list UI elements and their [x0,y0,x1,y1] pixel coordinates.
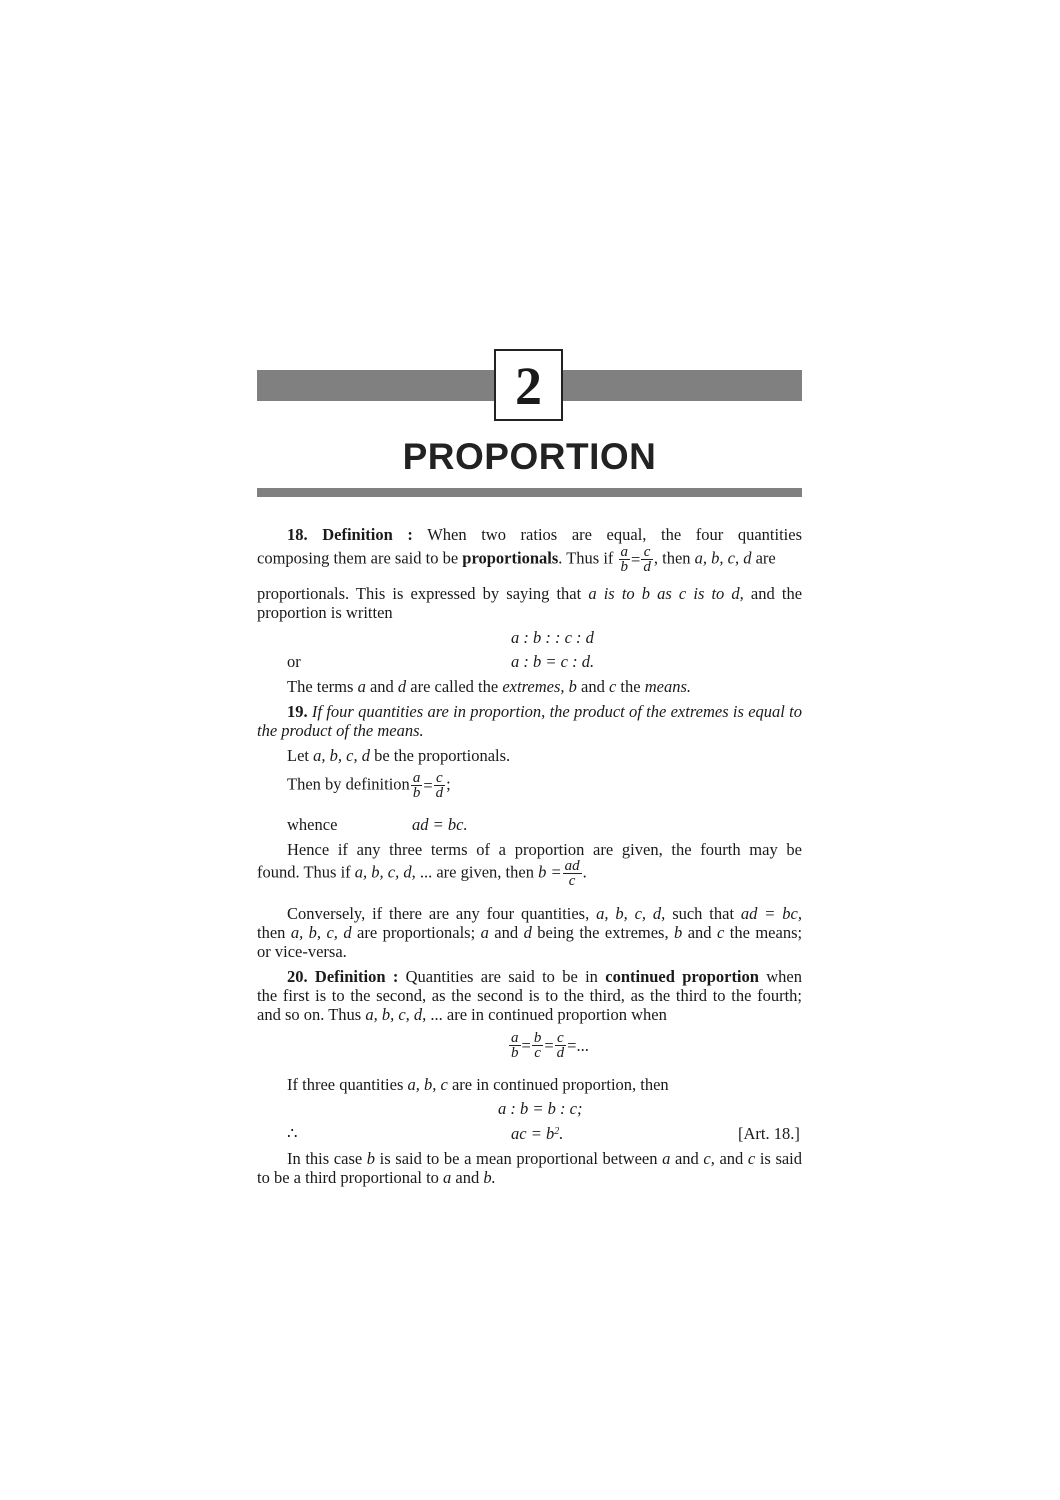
art19-conversely-line1: Conversely, if there are any four quantities, a, b, c, d, such that ad = bc, [287,904,802,923]
art18-line4: proportion is written [257,603,393,622]
whence-label: whence [287,815,338,834]
art19-hence-line1: Hence if any three terms of a proportion are given, the fourth may be [287,840,802,859]
proportionals-term: proportionals [462,548,559,568]
chapter-number-box [494,349,563,421]
chapter-divider-bar [257,488,802,497]
formula-ratio-equality: a : b = c : d. [511,652,595,671]
art20-line2: the first is to the second, as the second is to the third, as the third to the fourth; [257,986,802,1005]
or-label: or [287,652,301,671]
fraction-c-over-d: $\frac{c}{d}$ [435,770,444,801]
art19-hence-line2: found. Thus if a, b, c, d, ... are given, then b = $\frac{ad}{c}$ . [257,858,587,889]
art19-then-line: Then by definition $\frac{a}{b}$ = $\frac{c}{d}$ ; [287,770,451,801]
art19-conversely-line2: then a, b, c, d are proportionals; a and d being the extremes, b and c the means; [257,923,803,942]
extremes-means-line: The terms a and d are called the extremes, b and c the means. [287,677,691,696]
fraction-c-over-d: $\frac{c}{d}$ [643,544,651,575]
art18-line1: 18. Definition : When two ratios are equal, the four quantities [287,525,803,544]
continued-proportion-formula: $\frac{a}{b}$ = $\frac{b}{c}$ = $\frac{c}{d}$ =... [511,1030,589,1061]
fraction-c-over-d: $\frac{c}{d}$ [556,1030,565,1061]
fraction-a-over-b: $\frac{a}{b}$ [620,544,629,575]
mean-proportional-equation: ac = $b^2$. [511,1124,564,1143]
fraction-ad-over-c: $\frac{ad}{c}$ [564,858,580,889]
fraction-a-over-b: $\frac{a}{b}$ [511,1030,519,1061]
art19-conversely-line3: or vice-versa. [257,942,347,961]
fraction-b-over-c: $\frac{b}{c}$ [533,1030,542,1061]
art18-line2: composing them are said to be proportionals. Thus if $\frac{a}{b}$ = $\frac{c}{d}$ , then a, b, c, d are [257,544,776,575]
therefore-icon: ∴ [287,1124,298,1143]
art20-line1: 20. Definition : Quantities are said to be in continued proportion when [287,967,803,986]
art20-heading: 20. Definition : [287,967,399,986]
continued-proportion-term: continued proportion [605,967,759,986]
art18-heading: 18. Definition : [287,525,413,544]
art19-statement-line2: the product of the means. [257,721,424,740]
art19-statement-line1: 19. If four quantities are in proportion, the product of the extremes is equal to [287,702,803,721]
art20-line3: and so on. Thus a, b, c, d, ... are in continued proportion when [257,1005,667,1024]
formula-proportion: a : b : : c : d [511,628,594,647]
fraction-a-over-b: $\frac{a}{b}$ [412,770,421,801]
art18-line3: proportionals. This is expressed by saying that a is to b as c is to d, and the [257,584,803,603]
art19-let-line: Let a, b, c, d be the proportionals. [287,746,511,765]
chapter-title: PROPORTION [402,436,657,477]
three-formula: a : b = b : c; [498,1099,583,1118]
whence-equation: ad = bc. [412,815,468,834]
art20-three-line: If three quantities a, b, c are in continued proportion, then [287,1075,669,1094]
art20-final-line2: to be a third proportional to a and b. [257,1168,496,1187]
art19-heading: 19. [287,702,308,721]
chapter-number: 2 [515,356,542,416]
art20-final-line1: In this case b is said to be a mean proportional between a and c, and c is said [287,1149,803,1168]
article-reference: [Art. 18.] [738,1124,800,1143]
